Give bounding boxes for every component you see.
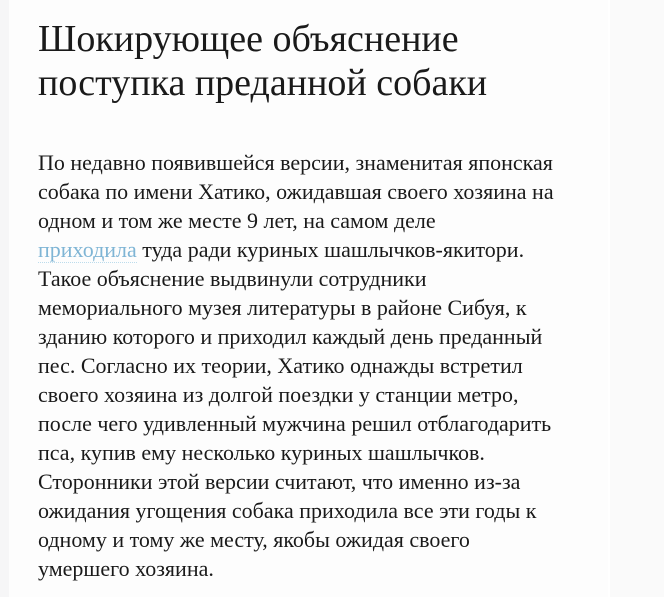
body-text: собака по имени Хатико, ожидавшая своего хозяина на	[38, 179, 554, 204]
body-line	[38, 467, 602, 496]
inline-link[interactable]: приходила	[38, 237, 137, 262]
body-text: туда ради куриных шашлычков-якитори.	[136, 237, 525, 262]
article-body	[38, 148, 602, 583]
body-text: своего хозяина из долгой поездки у станции метро,	[38, 382, 519, 407]
body-line	[38, 525, 602, 554]
body-text: умершего хозяина.	[38, 556, 214, 581]
body-text: после чего удивленный мужчина решил отблагодарить	[38, 411, 552, 436]
body-line	[38, 554, 602, 583]
body-line	[38, 409, 602, 438]
right-edge-strip	[608, 0, 664, 597]
article-title: Шокирующее объяснение поступка преданной собаки	[38, 18, 488, 104]
body-text: пес. Согласно их теории, Хатико однажды встретил	[38, 353, 523, 378]
left-edge-strip	[0, 0, 9, 597]
body-text: мемориального музея литературы в районе Сибуя, к	[38, 295, 527, 320]
body-line	[38, 380, 602, 409]
body-line	[38, 293, 602, 322]
body-line	[38, 438, 602, 467]
body-text: По недавно появившейся версии, знаменитая японская	[38, 150, 553, 175]
body-line	[38, 206, 602, 235]
body-line	[38, 496, 602, 525]
body-text: одном и том же месте 9 лет, на самом деле	[38, 208, 436, 233]
body-text: ожидания угощения собака приходила все эти годы к	[38, 498, 537, 523]
body-line	[38, 177, 602, 206]
body-text: зданию которого и приходил каждый день преданный	[38, 324, 543, 349]
body-text: Сторонники этой версии считают, что именно из-за	[38, 469, 521, 494]
body-line	[38, 322, 602, 351]
body-line	[38, 351, 602, 380]
body-line	[38, 235, 602, 264]
body-text: одному и тому же месту, якобы ожидая своего	[38, 527, 470, 552]
body-line	[38, 148, 602, 177]
body-line	[38, 264, 602, 293]
body-text: пса, купив ему несколько куриных шашлычков.	[38, 440, 485, 465]
article	[38, 17, 602, 583]
body-text: Такое объяснение выдвинули сотрудники	[38, 266, 427, 291]
